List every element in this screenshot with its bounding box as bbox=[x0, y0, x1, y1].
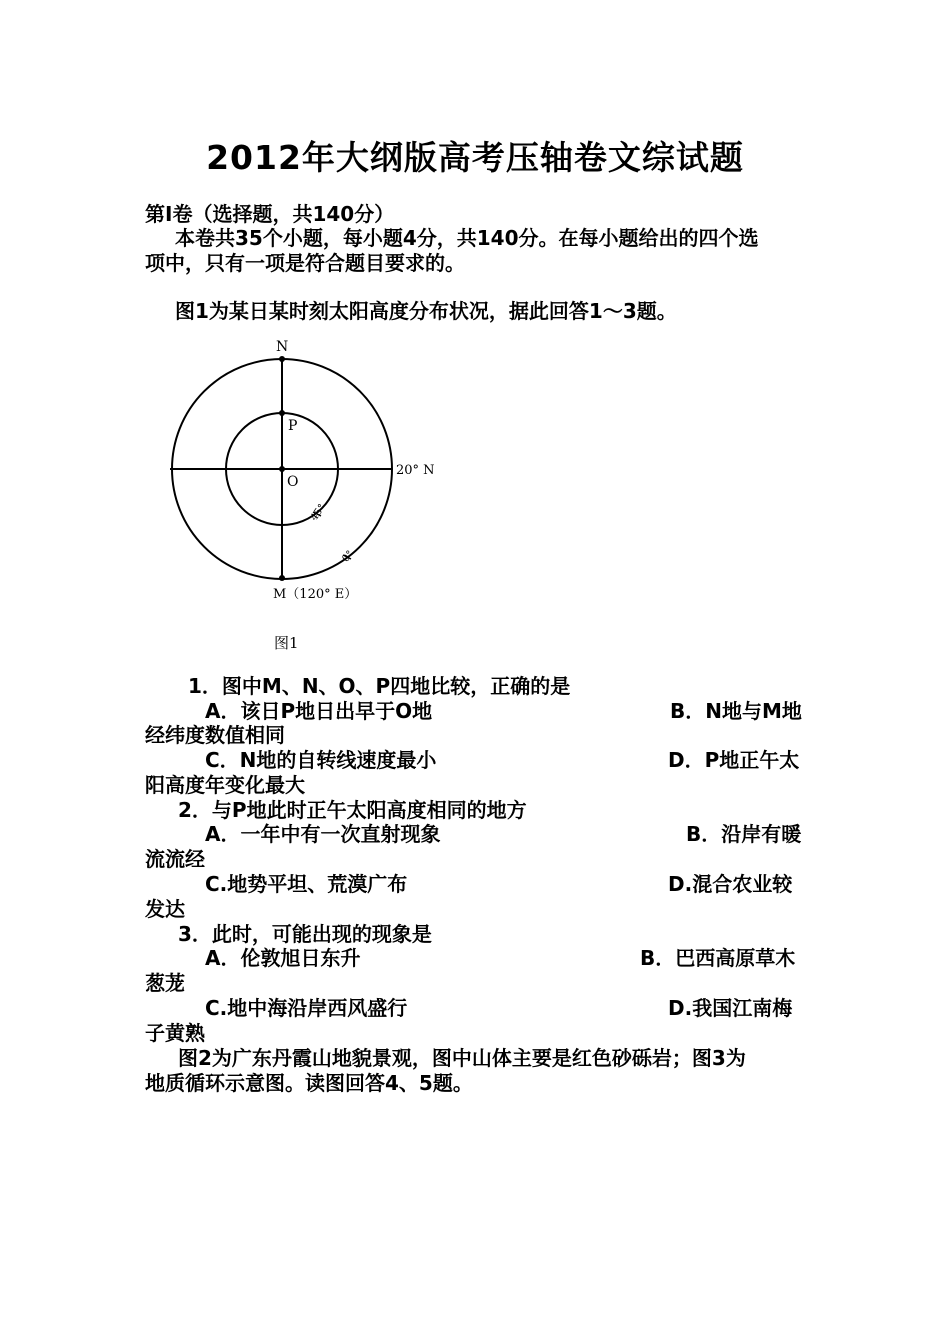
figure1-lead: 图1为某日某时刻太阳高度分布状况，据此回答1～3题。 bbox=[175, 299, 677, 323]
q3-option-c: C.地中海沿岸西风盛行 bbox=[205, 996, 408, 1020]
q3-stem: 3．此时，可能出现的现象是 bbox=[178, 922, 432, 946]
figure1-caption: 图1 bbox=[274, 634, 299, 652]
figure2-intro-line2: 地质循环示意图。读图回答4、5题。 bbox=[145, 1071, 473, 1095]
figure2-intro-line1: 图2为广东丹霞山地貌景观，图中山体主要是红色砂砾岩；图3为 bbox=[178, 1046, 746, 1070]
label-latitude: 20° N bbox=[396, 463, 435, 478]
q2-option-b-continued: 流流经 bbox=[145, 847, 205, 871]
label-O: O bbox=[287, 474, 299, 490]
contour-inner-label: 45° bbox=[308, 502, 329, 524]
q3-option-b: B．巴西高原草木 bbox=[640, 946, 796, 970]
label-N: N bbox=[276, 339, 289, 355]
point-P bbox=[279, 410, 285, 416]
solar-altitude-diagram bbox=[165, 333, 455, 613]
q3-option-b-continued: 葱茏 bbox=[145, 971, 185, 995]
section-heading: 第Ⅰ卷（选择题，共140分） bbox=[145, 202, 395, 226]
q1-stem: 1．图中M、N、O、P四地比较，正确的是 bbox=[188, 674, 571, 698]
q1-option-d-continued: 阳高度年变化最大 bbox=[145, 773, 305, 797]
q2-stem: 2．与P地此时正午太阳高度相同的地方 bbox=[178, 798, 527, 822]
q2-option-d-continued: 发达 bbox=[145, 897, 185, 921]
q2-option-d: D.混合农业较 bbox=[668, 872, 793, 896]
q2-option-b: B．沿岸有暖 bbox=[686, 822, 802, 846]
q1-option-b: B．N地与M地 bbox=[670, 699, 802, 723]
q1-option-a: A．该日P地日出早于O地 bbox=[205, 699, 433, 723]
point-N bbox=[279, 356, 285, 362]
q2-option-c: C.地势平坦、荒漠广布 bbox=[205, 872, 408, 896]
page-title: 2012年大纲版高考压轴卷文综试题 bbox=[206, 138, 744, 177]
label-M: M（120° E） bbox=[273, 587, 358, 602]
section-intro-line2: 项中，只有一项是符合题目要求的。 bbox=[145, 251, 465, 275]
q3-option-a: A．伦敦旭日东升 bbox=[205, 946, 361, 970]
section-intro-line1: 本卷共35个小题，每小题4分，共140分。在每小题给出的四个选 bbox=[175, 226, 759, 250]
q3-option-d: D.我国江南梅 bbox=[668, 996, 793, 1020]
contour-outer-label: 0° bbox=[340, 548, 357, 565]
point-M bbox=[279, 575, 285, 581]
q2-option-a: A．一年中有一次直射现象 bbox=[205, 822, 441, 846]
q1-option-c: C．N地的自转线速度最小 bbox=[205, 748, 437, 772]
q3-option-d-continued: 子黄熟 bbox=[145, 1021, 205, 1045]
q1-option-d: D．P地正午太 bbox=[668, 748, 800, 772]
point-O bbox=[279, 466, 285, 472]
label-P: P bbox=[288, 418, 298, 434]
q1-option-b-continued: 经纬度数值相同 bbox=[145, 723, 285, 747]
